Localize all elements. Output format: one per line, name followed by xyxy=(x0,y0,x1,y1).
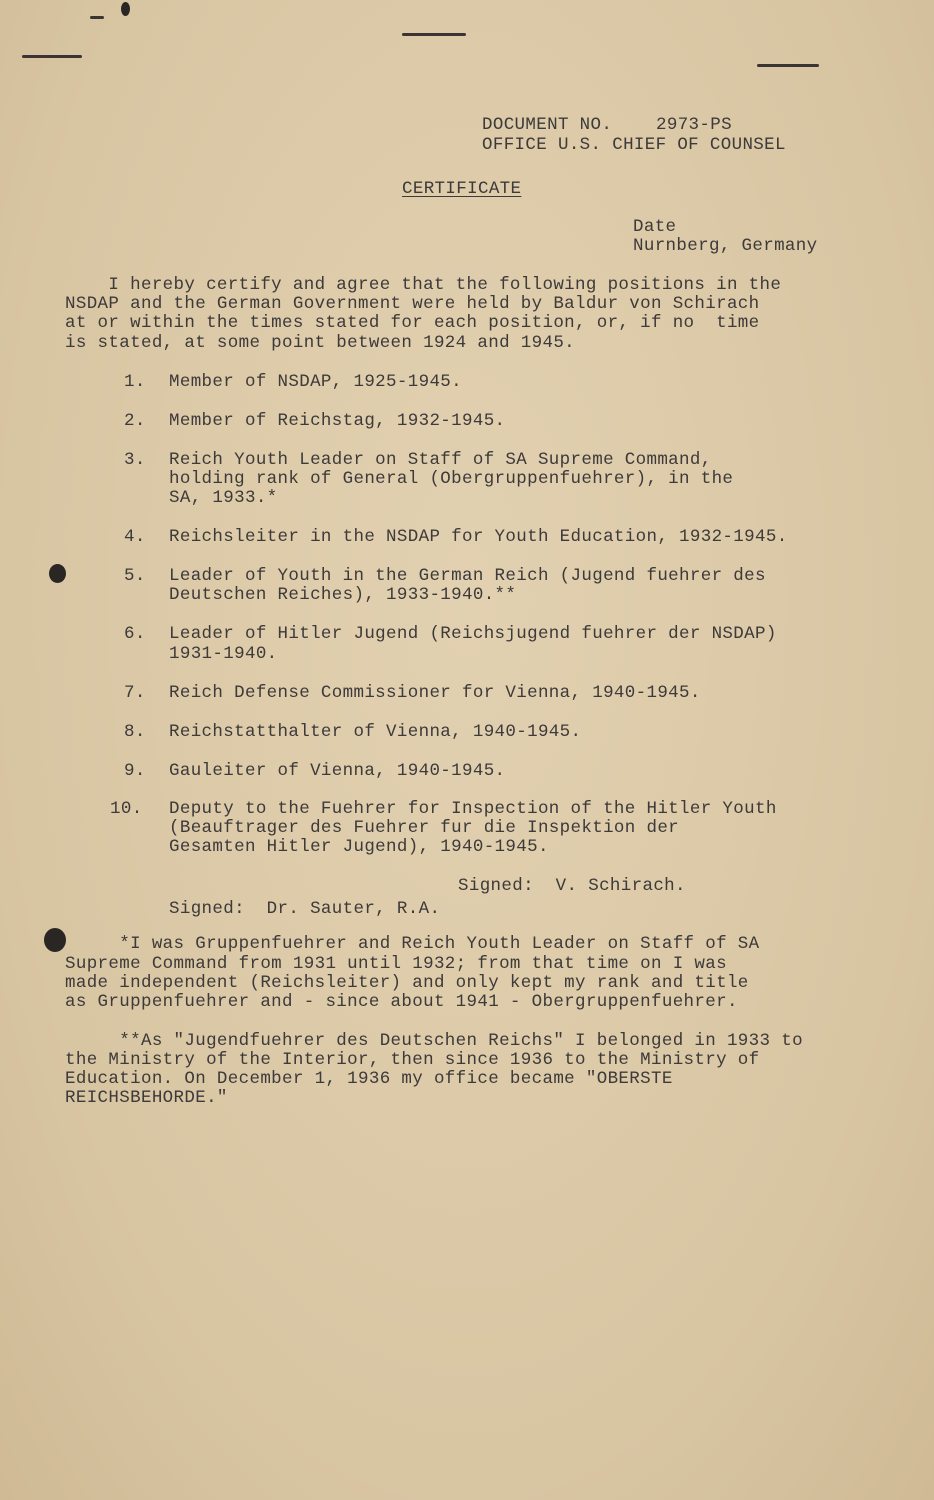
position-number: 6. xyxy=(124,624,146,644)
document-number-label: DOCUMENT NO. xyxy=(482,115,613,135)
position-text: Gesamten Hitler Jugend), 1940-1945. xyxy=(169,837,549,857)
footnote-line: the Ministry of the Interior, then since 1936 to the Ministry of xyxy=(65,1050,760,1070)
footnote-line: as Gruppenfuehrer and - since about 1941 - Obergruppenfuehrer. xyxy=(65,992,738,1012)
position-number: 5. xyxy=(124,566,146,586)
position-text: Member of Reichstag, 1932-1945. xyxy=(169,411,506,431)
position-text: Deutschen Reiches), 1933-1940.** xyxy=(169,585,517,605)
scan-mark xyxy=(757,64,819,67)
position-text: Member of NSDAP, 1925-1945. xyxy=(169,372,462,392)
position-text: Reichsleiter in the NSDAP for Youth Education, 1932-1945. xyxy=(169,527,788,547)
footnote-line: Supreme Command from 1931 until 1932; from that time on I was xyxy=(65,954,727,974)
position-text: 1931-1940. xyxy=(169,644,278,664)
position-number: 3. xyxy=(124,450,146,470)
position-number: 4. xyxy=(124,527,146,547)
position-number: 8. xyxy=(124,722,146,742)
footnote-line: **As "Jugendfuehrer des Deutschen Reichs" I belonged in 1933 to xyxy=(65,1031,803,1051)
ink-blot xyxy=(121,2,130,16)
office-heading: OFFICE U.S. CHIEF OF COUNSEL xyxy=(482,135,786,155)
footnote-line: Education. On December 1, 1936 my office became "OBERSTE xyxy=(65,1069,673,1089)
position-text: Reichstatthalter of Vienna, 1940-1945. xyxy=(169,722,582,742)
position-text: (Beauftrager des Fuehrer fur die Inspektion der xyxy=(169,818,680,838)
position-text: Deputy to the Fuehrer for Inspection of the Hitler Youth xyxy=(169,799,777,819)
position-text: SA, 1933.* xyxy=(169,488,278,508)
intro-line: at or within the times stated for each position, or, if no time xyxy=(65,313,760,333)
intro-line: NSDAP and the German Government were held by Baldur von Schirach xyxy=(65,294,760,314)
place-label: Nurnberg, Germany xyxy=(633,236,818,256)
position-text: Leader of Youth in the German Reich (Jugend fuehrer des xyxy=(169,566,766,586)
scan-mark xyxy=(402,33,466,36)
position-text: Reich Youth Leader on Staff of SA Supreme Command, xyxy=(169,450,712,470)
scan-mark xyxy=(90,16,104,19)
position-text: Gauleiter of Vienna, 1940-1945. xyxy=(169,761,506,781)
signature-schirach: Signed: V. Schirach. xyxy=(458,876,686,896)
punch-hole-mark xyxy=(49,564,66,583)
position-text: Leader of Hitler Jugend (Reichsjugend fuehrer der NSDAP) xyxy=(169,624,777,644)
intro-line: is stated, at some point between 1924 and 1945. xyxy=(65,333,576,353)
intro-line: I hereby certify and agree that the following positions in the xyxy=(65,275,782,295)
scan-mark xyxy=(22,55,82,58)
date-label: Date xyxy=(633,217,677,237)
footnote-line: made independent (Reichsleiter) and only kept my rank and title xyxy=(65,973,749,993)
position-number: 7. xyxy=(124,683,146,703)
punch-hole-mark xyxy=(44,928,66,952)
footnote-line: *I was Gruppenfuehrer and Reich Youth Leader on Staff of SA xyxy=(65,934,760,954)
footnote-line: REICHSBEHORDE." xyxy=(65,1088,228,1108)
certificate-title: CERTIFICATE xyxy=(402,179,522,199)
document-number-value: 2973-PS xyxy=(656,115,732,135)
position-text: holding rank of General (Obergruppenfuehrer), in the xyxy=(169,469,734,489)
signature-sauter: Signed: Dr. Sauter, R.A. xyxy=(169,899,441,919)
position-number: 2. xyxy=(124,411,146,431)
position-number: 9. xyxy=(124,761,146,781)
position-number: 1. xyxy=(124,372,146,392)
position-number: 10. xyxy=(110,799,143,819)
position-text: Reich Defense Commissioner for Vienna, 1940-1945. xyxy=(169,683,701,703)
